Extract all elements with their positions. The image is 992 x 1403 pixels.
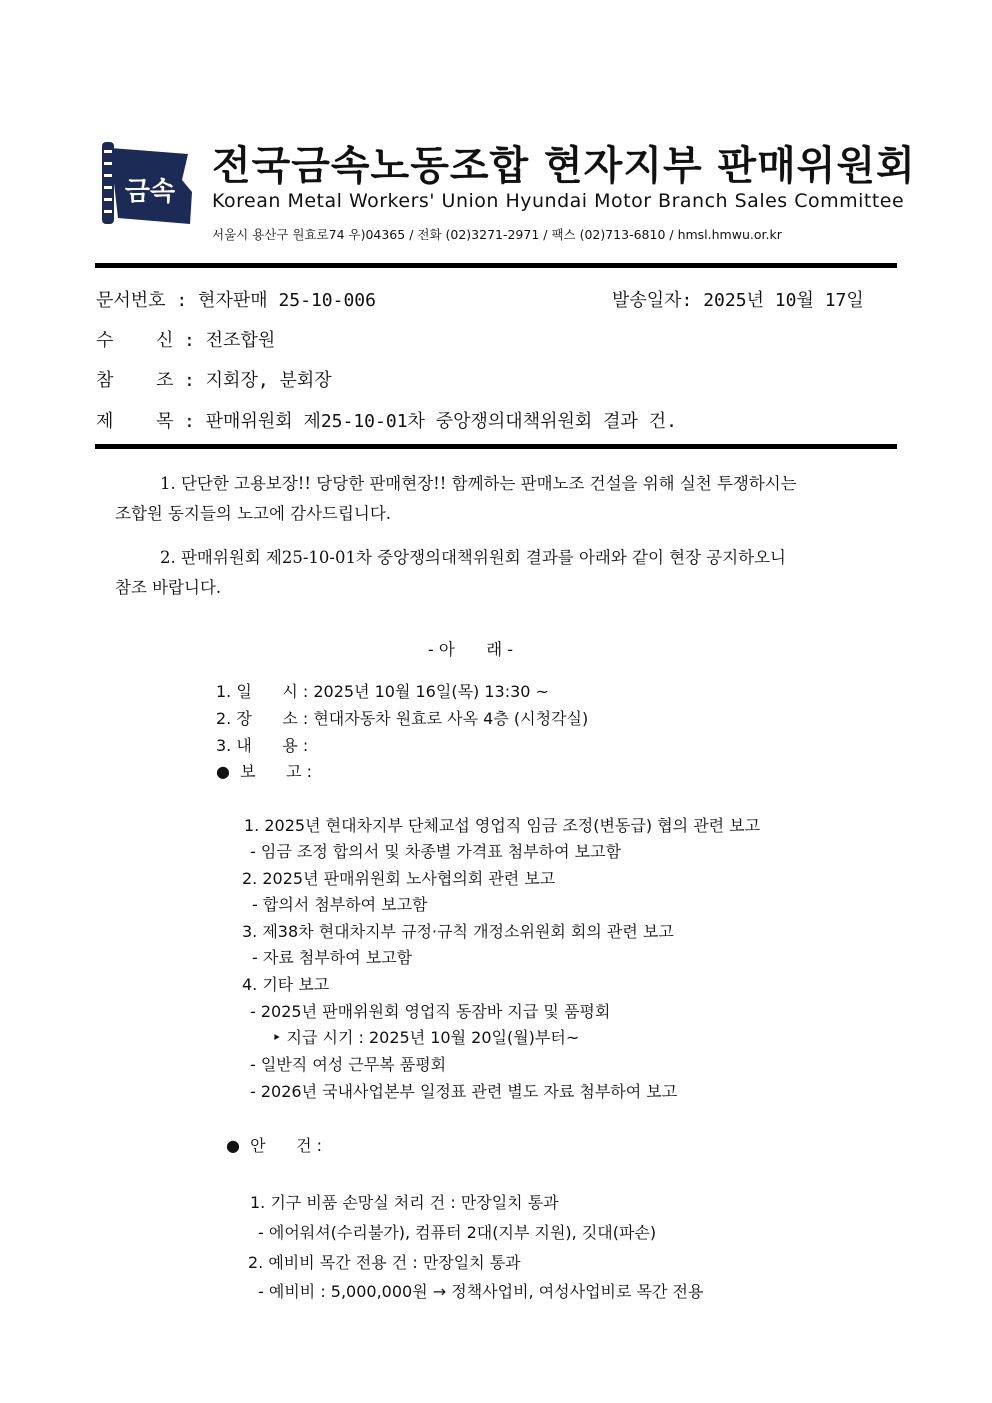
- address-line: 서울시 용산구 원효로74 우)04365 / 전화 (02)3271-2971 / 팩스 (02)713-6810 / hmsl.hmwu.or.kr: [212, 227, 782, 242]
- subject-label2: 목: [156, 411, 174, 432]
- org-title: 전국금속노동조합 현자지부 판매위원회: [212, 143, 916, 189]
- date-row: [216, 679, 549, 702]
- reference-value: : 지회장, 분회장: [184, 370, 332, 391]
- union-logo: [96, 140, 196, 230]
- report-item-4-note-3: - 2026년 국내사업본부 일정표 관련 별도 자료 첨부하여 보고: [250, 1082, 678, 1101]
- send-date: 발송일자: 2025년 10월 17일: [612, 290, 864, 311]
- reference-label: 참: [96, 370, 114, 391]
- subject-value: : 판매위원회 제25-10-01차 중앙쟁의대책위원회 결과 건.: [184, 411, 677, 432]
- report-item-3-note: - 자료 첨부하여 보고함: [252, 948, 413, 967]
- report-item-2-note: - 합의서 첨부하여 보고함: [252, 895, 428, 914]
- recipient-label: 수: [96, 330, 114, 351]
- content-label: 3. 내 용 :: [216, 736, 309, 755]
- report-item-4-note-1: - 2025년 판매위원회 영업직 동잠바 지급 및 품평회: [250, 1002, 611, 1021]
- paragraph-2-line-2: 참조 바랍니다.: [115, 578, 222, 597]
- report-item-4-note-2: - 일반직 여성 근무복 품평회: [250, 1055, 447, 1074]
- report-item-2: 2. 2025년 판매위원회 노사협의회 관련 보고: [242, 869, 556, 888]
- reference-label2: 조: [156, 370, 174, 391]
- agenda-label: ● 안 건 :: [226, 1136, 323, 1155]
- doc-number: 문서번호 : 현자판매 25-10-006: [96, 290, 376, 311]
- header-rule: [95, 263, 897, 268]
- agenda-item-2: 2. 예비비 목간 전용 건 : 만장일치 통과: [248, 1253, 521, 1272]
- place-label: 2. 장 소 :: [216, 709, 314, 728]
- recipient-value: : 전조합원: [184, 330, 276, 351]
- subject-label: 제: [96, 411, 114, 432]
- report-item-4-subnote: ‣ 지급 시기 : 2025년 10월 20일(월)부터~: [272, 1028, 580, 1047]
- below-heading: - 아 래 -: [428, 640, 513, 659]
- place-row: [216, 706, 588, 729]
- report-item-1-note: - 임금 조정 합의서 및 차종별 가격표 첨부하여 보고함: [250, 842, 622, 861]
- date-label: 1. 일 시 :: [216, 682, 314, 701]
- paragraph-1-line-1: 1. 단단한 고용보장!! 당당한 판매현장!! 함께하는 판매노조 건설을 위해 실천 투쟁하시는: [160, 474, 797, 493]
- agenda-item-2-note: - 예비비 : 5,000,000원 → 정책사업비, 여성사업비로 목간 전용: [258, 1282, 704, 1301]
- date-value: 2025년 10월 16일(목) 13:30 ~: [313, 682, 549, 701]
- report-item-1: 1. 2025년 현대차지부 단체교섭 영업직 임금 조정(변동급) 협의 관련 보고: [244, 816, 761, 835]
- logo-text: 금속: [124, 177, 176, 207]
- paragraph-2-line-1: 2. 판매위원회 제25-10-01차 중앙쟁의대책위원회 결과를 아래와 같이 현장 공지하오니: [160, 548, 786, 567]
- report-label: ● 보 고 :: [216, 762, 313, 781]
- agenda-item-1-note: - 에어워셔(수리불가), 컴퓨터 2대(지부 지원), 깃대(파손): [258, 1223, 657, 1242]
- meta-rule: [95, 444, 897, 449]
- report-item-3: 3. 제38차 현대차지부 규정·규칙 개정소위원회 회의 관련 보고: [242, 922, 674, 941]
- org-subtitle: Korean Metal Workers' Union Hyundai Motor Branch Sales Committee: [212, 190, 905, 212]
- recipient-label2: 신: [156, 330, 174, 351]
- paragraph-1-line-2: 조합원 동지들의 노고에 감사드립니다.: [115, 504, 392, 523]
- agenda-item-1: 1. 기구 비품 손망실 처리 건 : 만장일치 통과: [250, 1193, 559, 1212]
- place-value: 현대자동차 원효로 사옥 4층 (시청각실): [313, 709, 589, 728]
- report-item-4: 4. 기타 보고: [242, 975, 330, 994]
